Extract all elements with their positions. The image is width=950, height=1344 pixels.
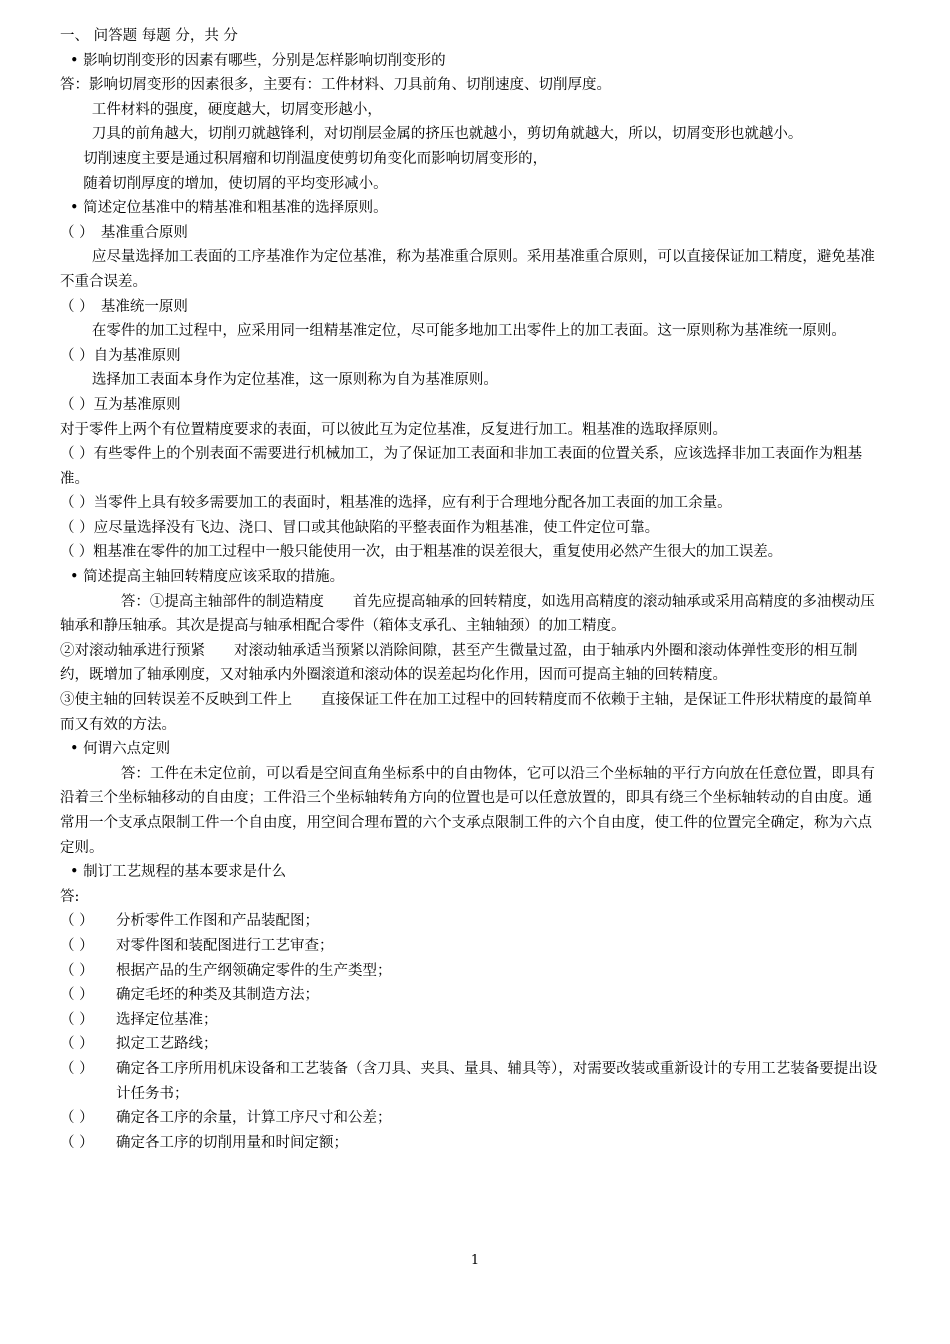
question-1-paragraph: 刀具的前角越大，切削刃就越锋利，对切削层金属的挤压也就越小，剪切角就越大，所以，切屑变形也就越小。	[91, 126, 803, 143]
list-item	[60, 909, 886, 934]
list-item-text: 确定各工序所用机床设备和工艺装备（含刀具、夹具、量具、辅具等），对需要改装或重新设计的专用工艺装备要提出设计任务书；	[116, 1060, 878, 1102]
question-1-paragraph: 切削速度主要是通过积屑瘤和切削温度使剪切角变化而影响切屑变形的，	[83, 150, 548, 167]
question-5-answer: 答:	[60, 888, 80, 905]
rough-datum-rule: （ ）当零件上具有较多需要加工的表面时，粗基准的选择，应有利于合理地分配各加工表面的加工余量。	[60, 495, 732, 512]
list-marker: （ ）	[60, 937, 94, 954]
list-marker: （ ）	[60, 1110, 94, 1127]
rough-datum-rule: （ ）粗基准在零件的加工过程中一般只能使用一次，由于粗基准的误差很大，重复使用必然产生很大的加工误差。	[60, 544, 782, 561]
list-item	[60, 1008, 886, 1033]
principle-title: （ ） 基准统一原则	[60, 298, 188, 315]
list-marker: （ ）	[60, 1060, 94, 1077]
list-marker: （ ）	[60, 1011, 94, 1028]
principle-title: （ ）互为基准原则	[60, 396, 181, 413]
list-item-text: 根据产品的生产纲领确定零件的生产类型；	[116, 962, 392, 979]
question-3-answer: ②对滚动轴承进行预紧 对滚动轴承适当预紧以消除间隙，甚至产生微量过盈，由于轴承内外圈和滚动体弹性变形的相互制约，既增加了轴承刚度，又对轴承内外圈滚道和滚动体的误差起均化作用，因而可提高主轴的回转精度。	[60, 642, 858, 684]
question-5-title: • 制订工艺规程的基本要求是什么	[70, 864, 287, 881]
list-item-text: 拟定工艺路线；	[116, 1036, 218, 1053]
list-item	[60, 983, 886, 1008]
question-1-answer: 答：影响切屑变形的因素很多，主要有：工件材料、刀具前角、切削速度、切削厚度。	[60, 77, 611, 94]
list-item	[60, 1057, 886, 1106]
question-4-answer: 答：工件在未定位前，可以看是空间直角坐标系中的自由物体，它可以沿三个坐标轴的平行方向放在任意位置，即具有沿着三个坐标轴移动的自由度；工件沿三个坐标轴转角方向的位置也是可以任意放置的，即具有绕三个坐标轴转动的自由度。通常用一个支承点限制工件一个自由度，用空间合理布置的六个支承点限制工件的六个自由度，使工件的位置完全确定，称为六点定则。	[60, 765, 875, 856]
question-4-title: • 何谓六点定则	[70, 741, 171, 758]
principle-title: （ ） 基准重合原则	[60, 224, 188, 241]
section-heading: 一、 问答题 每题 分，共 分	[60, 28, 238, 44]
list-item	[60, 1106, 886, 1131]
list-item	[60, 1131, 886, 1156]
list-marker: （ ）	[60, 987, 94, 1004]
question-2-title: • 简述定位基准中的精基准和粗基准的选择原则。	[70, 200, 388, 217]
list-item	[60, 934, 886, 959]
principle-text: 在零件的加工过程中，应采用同一组精基准定位，尽可能多地加工出零件上的加工表面。这一原则称为基准统一原则。	[91, 323, 846, 340]
principle-text: 应尽量选择加工表面的工序基准作为定位基准，称为基准重合原则。采用基准重合原则，可以直接保证加工精度，避免基准不重合误差。	[60, 249, 875, 290]
page-number: 1	[470, 1253, 480, 1268]
list-item-text: 确定各工序的余量，计算工序尺寸和公差；	[116, 1110, 392, 1127]
principle-text: 选择加工表面本身作为定位基准，这一原则称为自为基准原则。	[91, 372, 498, 389]
principle-text: 对于零件上两个有位置精度要求的表面，可以彼此互为定位基准，反复进行加工。粗基准的选取择原则。	[60, 421, 727, 438]
question-3-title: • 简述提高主轴回转精度应该采取的措施。	[70, 569, 345, 586]
list-marker: （ ）	[60, 913, 94, 930]
principle-title: （ ）自为基准原则	[60, 347, 181, 364]
question-3-answer: 答：①提高主轴部件的制造精度 首先应提高轴承的回转精度，如选用高精度的滚动轴承或采用高精度的多油楔动压轴承和静压轴承。其次是提高与轴承相配合零件（箱体支承孔、主轴轴颈）的加工精度。	[60, 593, 875, 635]
list-item-text: 对零件图和装配图进行工艺审查；	[116, 937, 334, 954]
list-item-text: 确定毛坯的种类及其制造方法；	[116, 987, 319, 1004]
list-marker: （ ）	[60, 1134, 94, 1151]
question-1-title: • 影响切削变形的因素有哪些，分别是怎样影响切削变形的	[70, 52, 446, 69]
rough-datum-rule: （ ）应尽量选择没有飞边、浇口、冒口或其他缺陷的平整表面作为粗基准，使工件定位可靠。	[60, 519, 660, 536]
list-marker: （ ）	[60, 962, 94, 979]
list-item	[60, 959, 886, 984]
list-item-text: 分析零件工作图和产品装配图；	[116, 913, 319, 930]
question-3-answer: ③使主轴的回转误差不反映到工件上 直接保证工件在加工过程中的回转精度而不依赖于主轴，是保证工件形状精度的最简单而又有效的方法。	[60, 692, 872, 733]
question-1-paragraph: 工件材料的强度，硬度越大，切屑变形越小，	[91, 101, 382, 118]
document-body	[60, 24, 886, 1155]
list-item-text: 确定各工序的切削用量和时间定额；	[116, 1134, 348, 1151]
list-item	[60, 1032, 886, 1057]
list-marker: （ ）	[60, 1036, 94, 1053]
rough-datum-rule: （ ）有些零件上的个别表面不需要进行机械加工，为了保证加工表面和非加工表面的位置关系，应该选择非加工表面作为粗基准。	[60, 446, 863, 487]
question-1-paragraph: 随着切削厚度的增加，使切屑的平均变形减小。	[83, 175, 388, 192]
list-item-text: 选择定位基准；	[116, 1011, 218, 1028]
